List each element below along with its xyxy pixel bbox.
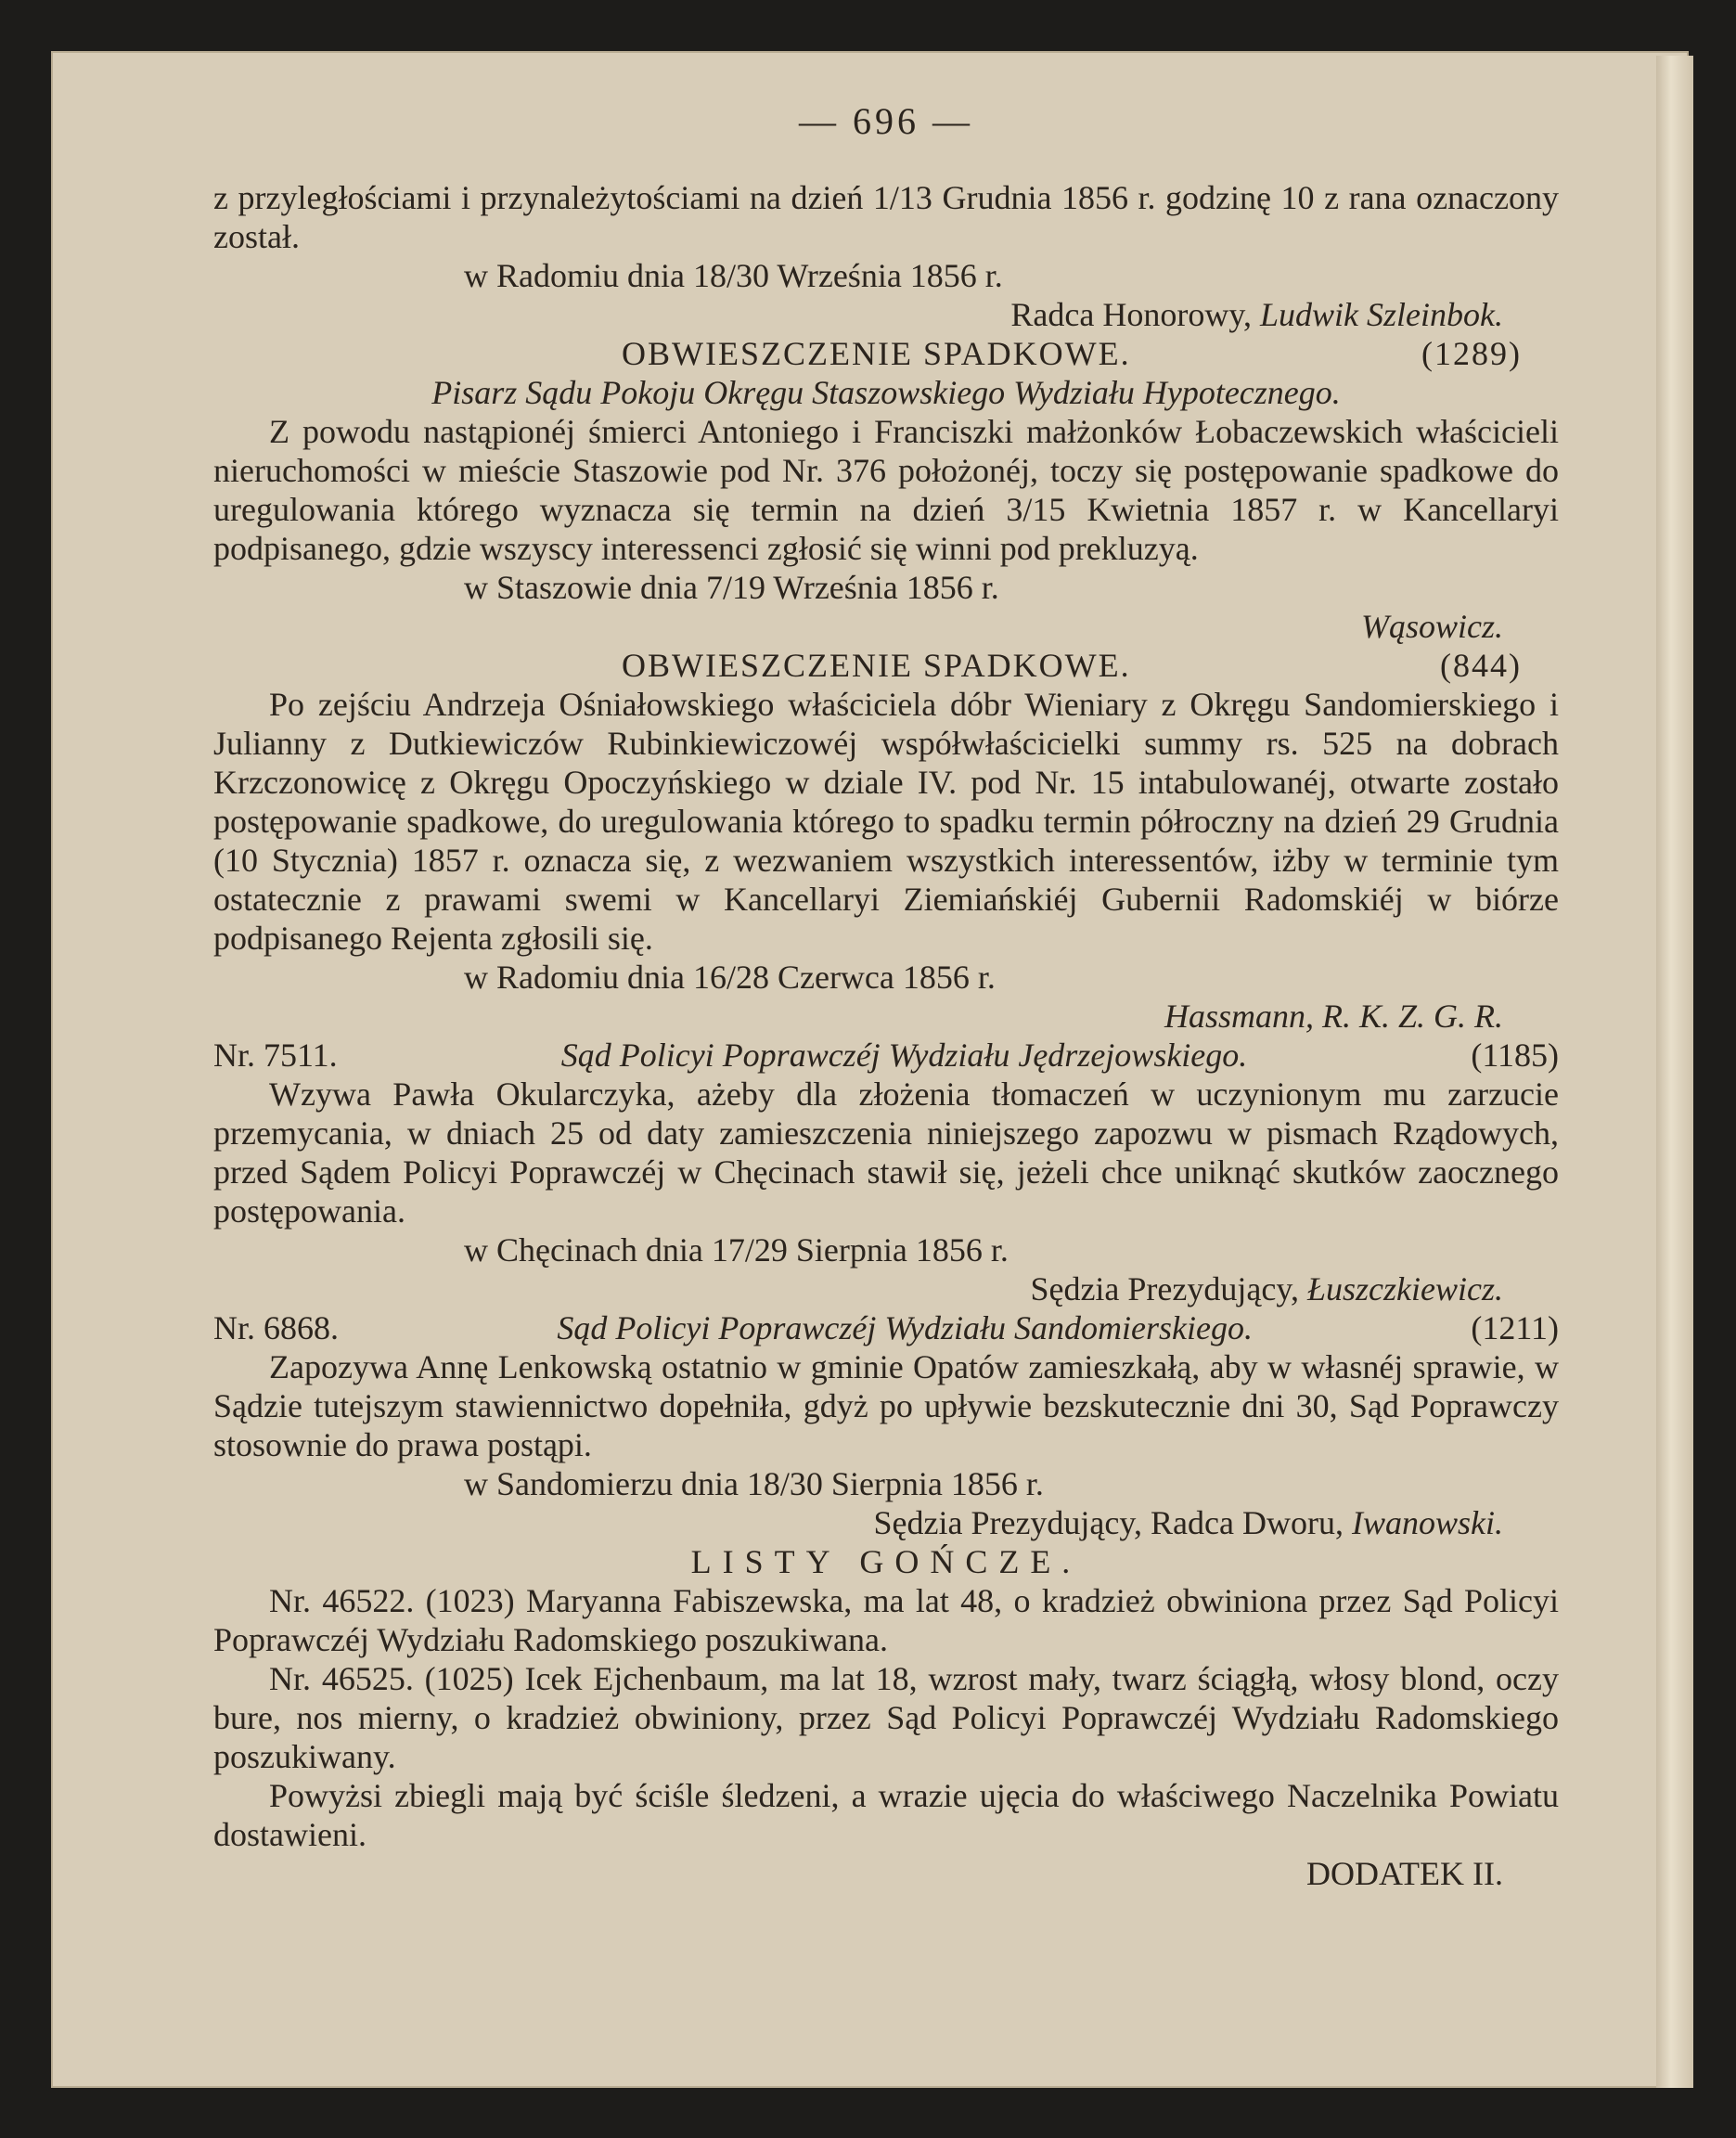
- page-number: — 696 —: [799, 100, 973, 142]
- notice-number: (1289): [1421, 335, 1522, 372]
- signature-name: Łuszczkiewicz.: [1307, 1270, 1503, 1307]
- closing-text: Powyżsi zbiegli mają być ściśle śledzeni, a wrazie ujęcia do właściwego Naczelnika Powiatu dostawieni.: [213, 1777, 1559, 1853]
- notice-body: Wzywa Pawła Okularczyka, ażeby dla złożenia tłomaczeń w uczynionym mu zarzucie przemycania, w dniach 25 od daty zamieszczenia niniejszego zapozwu w pismach Rządowych, przed Sądem Policyi Poprawczéj w Chęcinach stawił się, jeżeli chce uniknąć skutków zaocznego postępowania.: [213, 1075, 1559, 1230]
- signature-role: Sędzia Prezydujący, Radca Dworu,: [873, 1504, 1344, 1541]
- date-line: w Radomiu dnia 16/28 Czerwca 1856 r.: [464, 959, 996, 996]
- notice-body: Zapozywa Annę Lenkowską ostatnio w gminie Opatów zamieszkałą, aby w własnéj sprawie, w Sądzie tutejszym stawiennictwo dopełniła, gdyż po upływie bezskutecznie dni 30, Sąd Poprawczy stosownie do prawa postąpi.: [213, 1348, 1559, 1463]
- notice-nr: Nr. 6868.: [213, 1309, 339, 1346]
- signature-name: Wąsowicz.: [1361, 608, 1503, 645]
- notice-office-row: [213, 1308, 1559, 1347]
- date-line: w Radomiu dnia 18/30 Września 1856 r.: [464, 257, 1003, 294]
- notice-body: Po zejściu Andrzeja Ośniałowskiego właściciela dóbr Wieniary z Okręgu Sandomierskiego i Julianny z Dutkiewiczów Rubinkiewiczowéj współwłaścicielki summy rs. 525 na dobrach Krzczonowicę z Okręgu Opoczyńskiego w dziale IV. pod Nr. 15 intabulowanéj, otwarte zostało postępowanie spadkowe, do uregulowania którego to spadku termin półroczny na dzień 29 Grudnia (10 Stycznia) 1857 r. oznacza się, z wezwaniem wszystkich interessentów, iżby w terminie tym ostatecznie z prawami swemi w Kancellaryi Ziemiańskiéj Gubernii Radomskiéj w biórze podpisanego Rejenta zgłosili się.: [213, 686, 1559, 957]
- section-heading: LISTY GOŃCZE.: [690, 1543, 1082, 1580]
- notice-nr: Nr. 7511.: [213, 1037, 338, 1074]
- heading-title: OBWIESZCZENIE SPADKOWE.: [622, 335, 1131, 372]
- notice-number: (1185): [1471, 1037, 1559, 1074]
- signature-role: Radca Honorowy,: [1010, 296, 1253, 333]
- signature: [213, 1503, 1559, 1542]
- signature-name: Hassmann, R. K. Z. G. R.: [1164, 998, 1503, 1035]
- continuation-paragraph: z przyległościami i przynależytościami na dzień 1/13 Grudnia 1856 r. godzinę 10 z rana oznaczony został.: [213, 179, 1559, 255]
- signature: [213, 295, 1559, 334]
- office-name: Sąd Policyi Poprawczéj Wydziału Sandomierskiego.: [557, 1309, 1253, 1346]
- signature-role: Sędzia Prezydujący,: [1030, 1270, 1299, 1307]
- heading-title: OBWIESZCZENIE SPADKOWE.: [622, 647, 1131, 684]
- notice-body: Z powodu nastąpionéj śmierci Antoniego i Franciszki małżonków Łobaczewskich właścicieli nieruchomości w mieście Staszowie pod Nr. 376 położonéj, toczy się postępowanie spadkowe do uregulowania którego wyznacza się termin na dzień 3/15 Kwietnia 1857 r. w Kancellaryi podpisanego, gdzie wszyscy interessenci zgłosić się winni pod prekluzyą.: [213, 413, 1559, 567]
- notice-heading: [213, 334, 1559, 373]
- wanted-item: Nr. 46522. (1023) Maryanna Fabiszewska, ma lat 48, o kradzież obwiniona przez Sąd Policyi Poprawczéj Wydziału Radomskiego poszukiwana.: [213, 1582, 1559, 1658]
- wanted-item: Nr. 46525. (1025) Icek Ejchenbaum, ma lat 18, wzrost mały, twarz ściągłą, włosy blond, oczy bure, nos mierny, o kradzież obwiniony, przez Sąd Policyi Poprawczéj Wydziału Radomskiego poszukiwany.: [213, 1660, 1559, 1775]
- notice-office-row: [213, 1036, 1559, 1075]
- signature: [213, 607, 1559, 646]
- signature-name: Ludwik Szleinbok.: [1260, 296, 1503, 333]
- date-line: w Chęcinach dnia 17/29 Sierpnia 1856 r.: [464, 1231, 1009, 1269]
- office-name: Pisarz Sądu Pokoju Okręgu Staszowskiego Wydziału Hypotecznego.: [431, 374, 1341, 411]
- office-line: [213, 373, 1559, 412]
- supplement-label: DODATEK II.: [1306, 1855, 1503, 1892]
- signature: [213, 1269, 1559, 1308]
- signature: [213, 997, 1559, 1036]
- office-name: Sąd Policyi Poprawczéj Wydziału Jędrzejowskiego.: [560, 1037, 1248, 1074]
- notice-heading: [213, 646, 1559, 685]
- notice-number: (1211): [1471, 1309, 1559, 1346]
- closing-paragraph: [213, 1776, 1559, 1854]
- date-line: w Staszowie dnia 7/19 Września 1856 r.: [464, 569, 999, 606]
- date-line: w Sandomierzu dnia 18/30 Sierpnia 1856 r.: [464, 1465, 1044, 1502]
- notice-number: (844): [1440, 647, 1522, 684]
- signature-name: Iwanowski.: [1351, 1504, 1503, 1541]
- document-page: [213, 102, 1559, 1893]
- page-edge: [1656, 56, 1693, 2088]
